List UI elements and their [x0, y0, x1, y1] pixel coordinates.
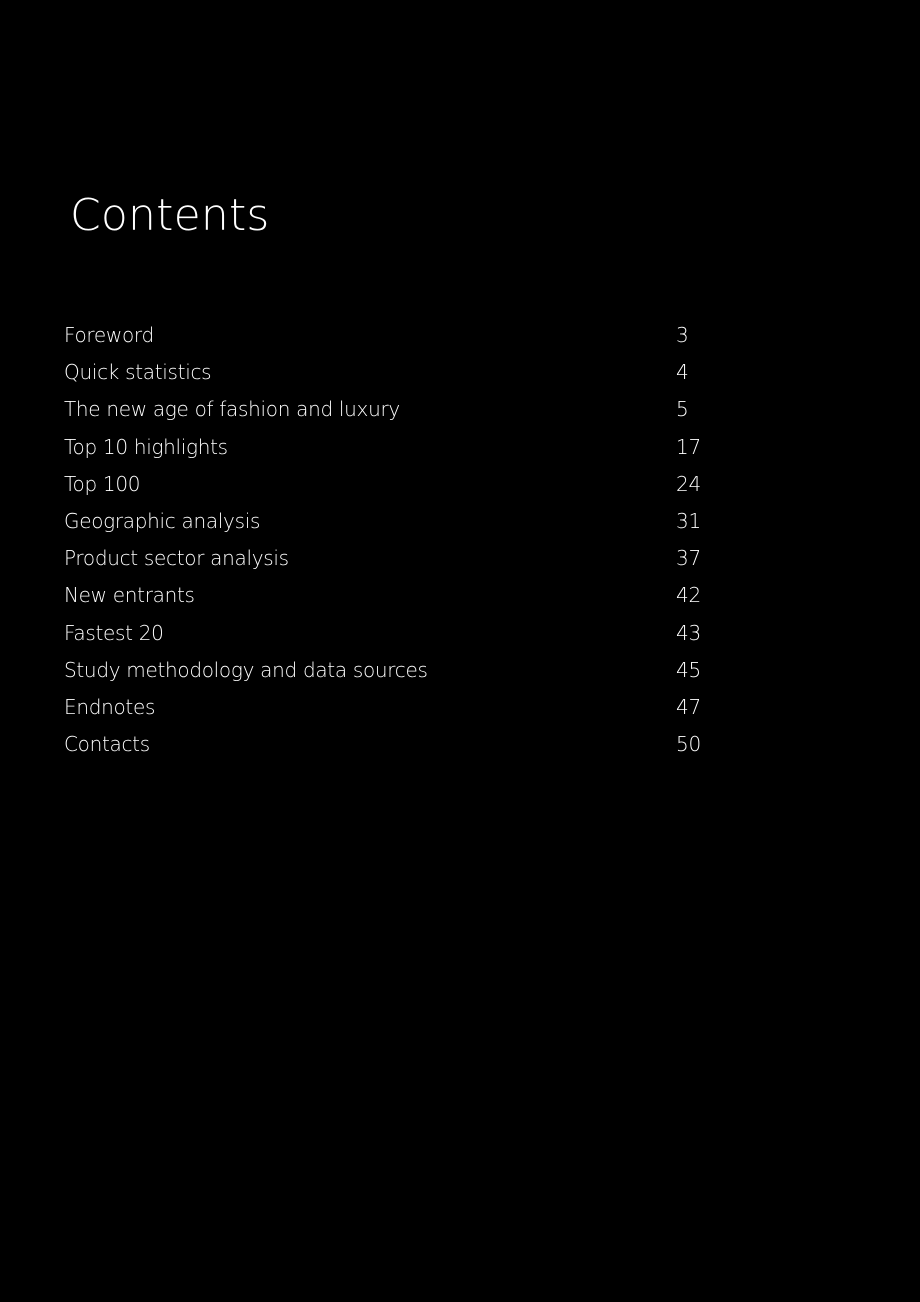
toc-entry-product-sector-analysis[interactable]	[64, 540, 724, 577]
toc-entry-label: Quick statistics	[64, 360, 212, 385]
toc-entry-fastest-20[interactable]	[64, 615, 724, 652]
toc-entry-page-number: 45	[676, 657, 702, 682]
toc-entry-page-number: 4	[676, 360, 689, 385]
toc-entry-top-10-highlights[interactable]	[64, 429, 724, 466]
table-of-contents	[64, 317, 724, 763]
toc-entry-foreword[interactable]	[64, 317, 724, 354]
toc-entry-page-number: 47	[676, 694, 702, 719]
toc-entry-contacts[interactable]	[64, 726, 724, 763]
toc-entry-label: Study methodology and data sources	[64, 657, 428, 682]
toc-entry-label: New entrants	[64, 583, 195, 608]
toc-entry-page-number: 50	[676, 732, 702, 757]
toc-entry-quick-statistics[interactable]	[64, 354, 724, 391]
toc-entry-label: Top 100	[64, 471, 141, 496]
toc-entry-endnotes[interactable]	[64, 689, 724, 726]
toc-entry-page-number: 42	[676, 583, 702, 608]
toc-entry-study-methodology[interactable]	[64, 652, 724, 689]
toc-entry-page-number: 24	[676, 471, 702, 496]
toc-entry-new-age-of-fashion[interactable]	[64, 391, 724, 428]
toc-entry-label: Top 10 highlights	[64, 434, 228, 459]
toc-entry-top-100[interactable]	[64, 466, 724, 503]
toc-entry-label: Product sector analysis	[64, 546, 289, 571]
toc-entry-page-number: 3	[676, 323, 689, 347]
toc-entry-page-number: 5	[676, 397, 689, 422]
toc-entry-label: Endnotes	[64, 694, 156, 719]
toc-entry-label: The new age of fashion and luxury	[64, 397, 400, 422]
toc-entry-new-entrants[interactable]	[64, 577, 724, 614]
toc-entry-page-number: 37	[676, 546, 702, 571]
toc-entry-page-number: 17	[676, 434, 702, 459]
toc-entry-page-number: 43	[676, 620, 702, 645]
toc-entry-label: Fastest 20	[64, 620, 164, 645]
toc-entry-label: Geographic analysis	[64, 508, 261, 533]
toc-entry-geographic-analysis[interactable]	[64, 503, 724, 540]
toc-entry-label: Foreword	[64, 323, 154, 347]
toc-entry-page-number: 31	[676, 508, 702, 533]
page-title: Contents	[70, 190, 270, 241]
toc-entry-label: Contacts	[64, 732, 150, 757]
